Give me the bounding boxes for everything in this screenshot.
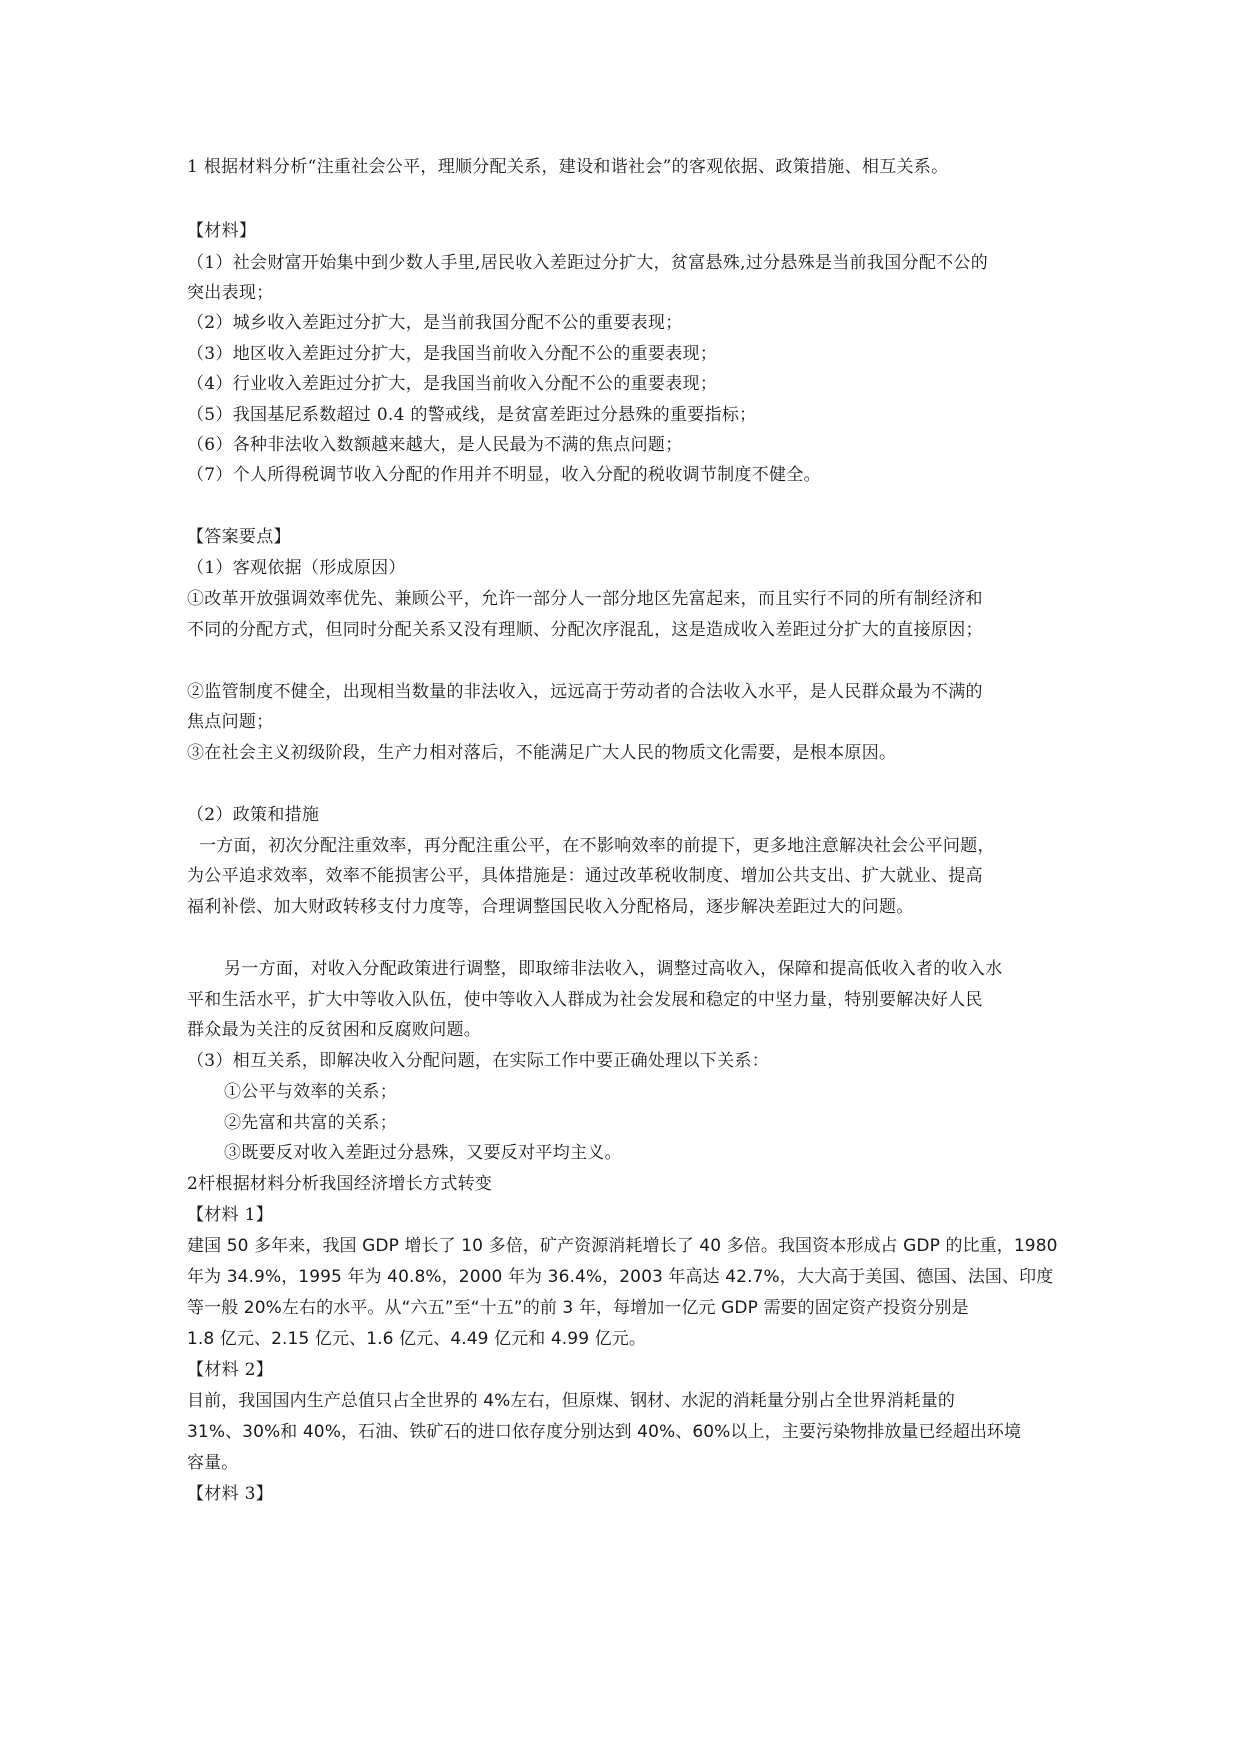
material-1-line: 等一般 20%左右的水平。从“六五”至“十五”的前 3 年，每增加一亿元 GDP 需要的固定资产投资分别是 [187, 1298, 969, 1318]
material-2-heading: 【材料 2】 [187, 1360, 274, 1380]
material-item: （6）各种非法收入数额越来越大，是人民最为不满的焦点问题； [187, 435, 683, 455]
material-1-line: 年为 34.9%，1995 年为 40.8%，2000 年为 36.4%，2003 年高达 42.7%，大大高于美国、德国、法国、印度 [187, 1267, 1054, 1287]
policy-line: 福利补偿、加大财政转移支付力度等，合理调整国民收入分配格局，逐步解决差距过大的问题。 [187, 897, 914, 917]
basis-line: 焦点问题； [187, 712, 274, 732]
material-2-line: 31%、30%和 40%，石油、铁矿石的进口依存度分别达到 40%、60%以上，主要污染物排放量已经超出环境 [187, 1422, 1022, 1442]
policy-heading: （2）政策和措施 [187, 805, 320, 825]
relation-item: ①公平与效率的关系； [224, 1082, 397, 1102]
basis-line: 不同的分配方式，但同时分配关系又没有理顺、分配次序混乱，这是造成收入差距过分扩大的直接原因； [187, 620, 983, 640]
relation-item: ②先富和共富的关系； [224, 1113, 397, 1133]
material-item: （5）我国基尼系数超过 0.4 的警戒线，是贫富差距过分悬殊的重要指标； [187, 405, 757, 425]
material-2-line: 容量。 [187, 1453, 239, 1473]
question-1-title: 1 根据材料分析“注重社会公平，理顺分配关系，建设和谐社会”的客观依据、政策措施、相互关系。 [187, 157, 949, 177]
question-2-title: 2杆根据材料分析我国经济增长方式转变 [187, 1174, 493, 1194]
material-item: （1）社会财富开始集中到少数人手里,居民收入差距过分扩大，贫富悬殊,过分悬殊是当前我国分配不公的 [187, 253, 989, 273]
relation-item: ③既要反对收入差距过分悬殊，又要反对平均主义。 [224, 1143, 622, 1163]
material-1-line: 1.8 亿元、2.15 亿元、1.6 亿元、4.49 亿元和 4.99 亿元。 [187, 1329, 646, 1349]
policy-line: 平和生活水平，扩大中等收入队伍，使中等收入人群成为社会发展和稳定的中坚力量，特别要解决好人民 [187, 990, 983, 1010]
material-1-heading: 【材料 1】 [187, 1205, 274, 1225]
material-item: 突出表现； [187, 283, 274, 303]
material-2-line: 目前，我国国内生产总值只占全世界的 4%左右，但原煤、钢材、水泥的消耗量分别占全世界消耗量的 [187, 1391, 955, 1411]
answer-heading: 【答案要点】 [187, 527, 291, 547]
policy-line: 群众最为关注的反贫困和反腐败问题。 [187, 1020, 482, 1040]
basis-heading: （1）客观依据（形成原因） [187, 558, 406, 578]
material-heading: 【材料】 [187, 221, 257, 241]
policy-line: 一方面，初次分配注重效率，再分配注重公平，在不影响效率的前提下，更多地注意解决社会公平问题， [199, 836, 995, 856]
basis-line: ③在社会主义初级阶段，生产力相对落后，不能满足广大人民的物质文化需要，是根本原因。 [187, 743, 897, 763]
relation-heading: （3）相互关系，即解决收入分配问题，在实际工作中要正确处理以下关系： [187, 1051, 770, 1071]
material-item: （2）城乡收入差距过分扩大，是当前我国分配不公的重要表现； [187, 313, 683, 333]
material-3-heading: 【材料 3】 [187, 1484, 274, 1504]
policy-line: 为公平追求效率，效率不能损害公平，具体措施是：通过改革税收制度、增加公共支出、扩大就业、提高 [187, 866, 983, 886]
material-item: （4）行业收入差距过分扩大，是我国当前收入分配不公的重要表现； [187, 374, 718, 394]
material-item: （7）个人所得税调节收入分配的作用并不明显，收入分配的税收调节制度不健全。 [187, 465, 821, 485]
policy-line: 另一方面，对收入分配政策进行调整，即取缔非法收入，调整过高收入，保障和提高低收入者的收入水 [224, 959, 1003, 979]
material-1-line: 建国 50 多年来，我国 GDP 增长了 10 多倍，矿产资源消耗增长了 40 多倍。我国资本形成占 GDP 的比重，1980 [187, 1236, 1058, 1256]
basis-line: ①改革开放强调效率优先、兼顾公平，允许一部分人一部分地区先富起来，而且实行不同的所有制经济和 [187, 589, 983, 609]
basis-line: ②监管制度不健全，出现相当数量的非法收入，远远高于劳动者的合法收入水平，是人民群众最为不满的 [187, 682, 983, 702]
material-item: （3）地区收入差距过分扩大，是我国当前收入分配不公的重要表现； [187, 344, 718, 364]
